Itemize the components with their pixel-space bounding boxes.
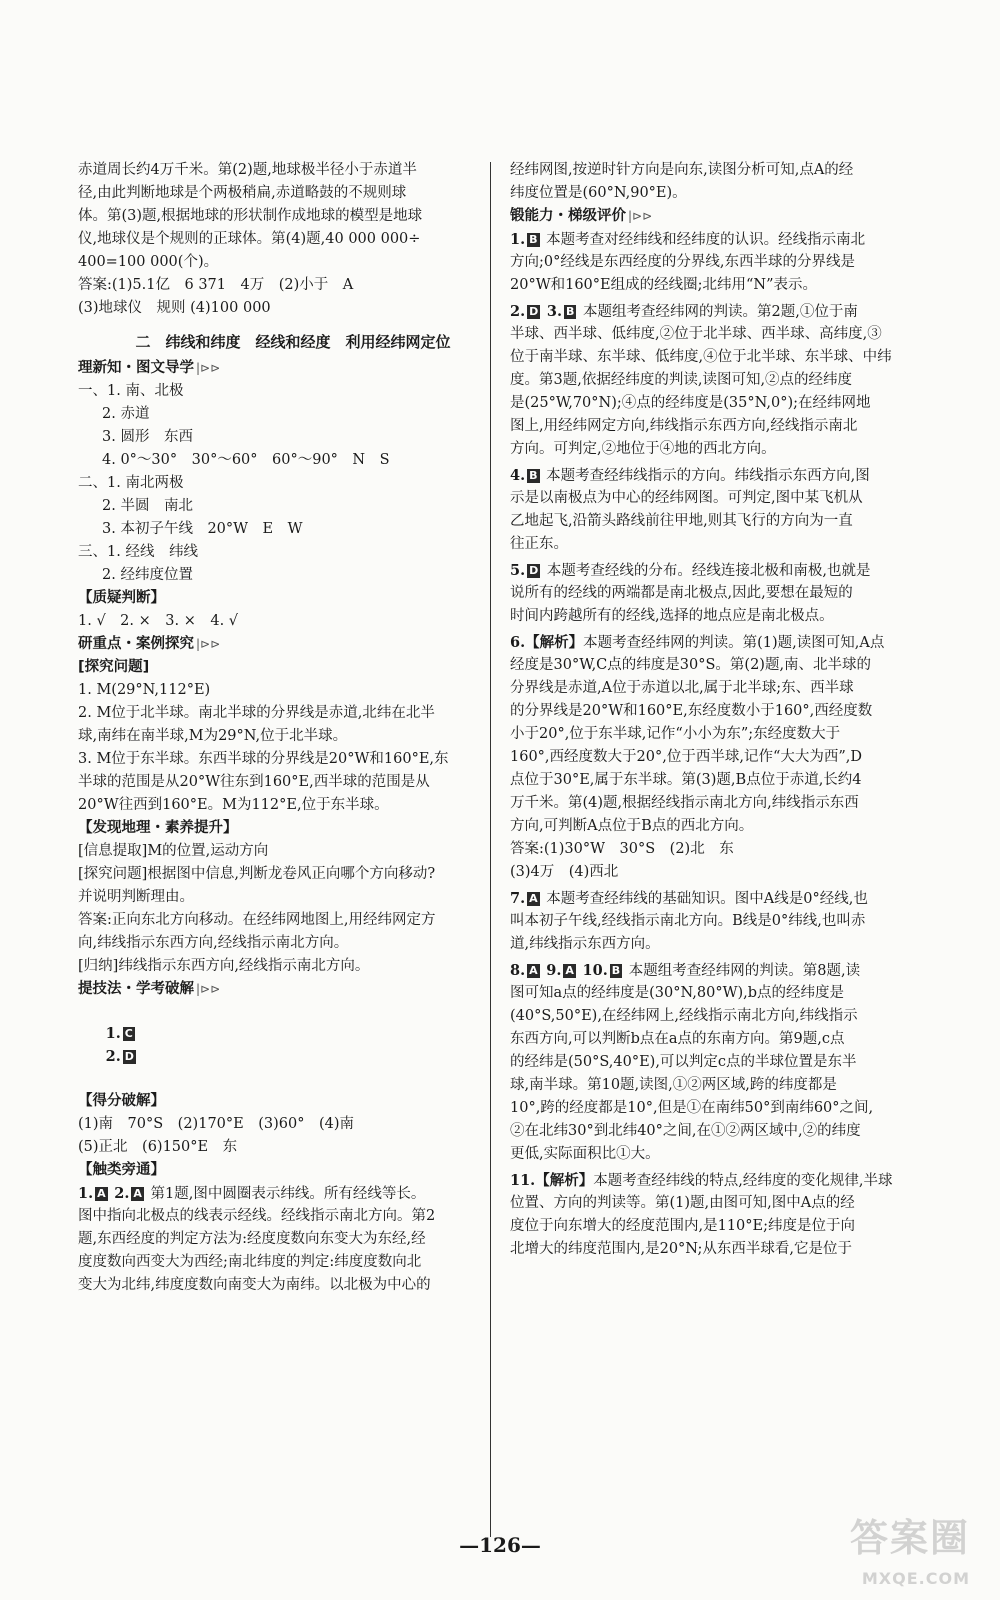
question-line: 北增大的纬度范围内,是20°N;从东西半球看,它是位于 — [510, 1241, 852, 1257]
question-line — [510, 301, 910, 324]
question-number: 4. — [510, 467, 526, 484]
answer-option: B — [529, 233, 538, 246]
tanjiu-line: 20°W往西到160°E。M为112°E,位于东半球。 — [78, 796, 389, 813]
double-arrow-icon: |⊳⊳ — [628, 209, 653, 223]
question-line: 20°W和160°E组成的经线圈;北纬用“N”表示。 — [510, 277, 818, 293]
question-item — [510, 229, 910, 298]
column-divider — [490, 162, 491, 1537]
list-item: 4. 0°～30° 30°～60° 60°～90° N S — [102, 451, 390, 468]
question-line: 方向。可判定,②地位于④地的西北方向。 — [510, 441, 776, 457]
list-item: 3. 本初子午线 20°W E W — [102, 520, 303, 537]
intro-line: 赤道周长约4万千米。第(2)题,地球极半径小于赤道半 — [78, 162, 417, 178]
question-line — [510, 960, 910, 983]
analysis-tag: 【解析】 — [535, 1173, 594, 1189]
watermark-url: MXQE.COM — [861, 1569, 970, 1588]
question-line: ②在北纬30°到北纬40°之间,在①②两区域中,②的纬度 — [510, 1123, 861, 1139]
answer-option: A — [565, 964, 574, 977]
tanjiu-line: 球,南纬在南半球,M为29°N,位于北半球。 — [78, 727, 348, 744]
question-line: (3)4万 (4)西北 — [510, 864, 619, 880]
question-item — [510, 1170, 910, 1262]
intro-line: 400=100 000(个)。 — [78, 254, 219, 270]
question-line — [510, 465, 910, 488]
head-zhiyi: 【质疑判断】 — [78, 589, 165, 606]
answer-option: D — [124, 1050, 134, 1063]
question-line — [510, 888, 910, 911]
defen-line: (1)南 70°S (2)170°E (3)60° (4)南 — [78, 1115, 355, 1132]
question-line: 万千米。第(4)题,根据经线指示南北方向,纬线指示东西 — [510, 795, 859, 811]
question-number: 9. — [546, 962, 562, 979]
page-number: —126— — [459, 1533, 541, 1557]
question-line: 160°,西经度数大于20°,位于西半球,记作“大大为西”,D — [510, 749, 863, 765]
section-title: 二 纬线和纬度 经线和经度 利用经纬网定位 — [135, 333, 451, 351]
question-line — [510, 1170, 910, 1193]
question-line: 图上,用经纬网定方向,纬线指示东西方向,经线指示南北 — [510, 418, 858, 434]
question-line: 东西方向,可以判断b点在a点的东南方向。第9题,c点 — [510, 1031, 845, 1047]
faxian-line: [归纳]纬线指示东西方向,经线指示南北方向。 — [78, 957, 370, 974]
question-number: 8. — [510, 962, 526, 979]
question-line: 是(25°W,70°N);④点的经纬度是(35°N,0°);在经纬网地 — [510, 395, 871, 411]
answer-option: D — [529, 564, 539, 577]
head-yanzhongdian: 研重点・案例探究 |⊳⊳ — [78, 635, 221, 652]
list-item: 二、1. 南北两极 — [78, 474, 184, 491]
head-tijifa: 提技法・学考破解 |⊳⊳ — [78, 980, 221, 997]
answer-option: B — [611, 964, 621, 977]
head-chulei: 【触类旁通】 — [78, 1161, 165, 1178]
intro-line: 仪,地球仪是个规则的正球体。第(4)题,40 000 000÷ — [78, 231, 421, 247]
chulei-line: 1. A 2. A 第1题,图中圆圈表示纬线。所有经线等长。 — [78, 1184, 426, 1202]
defen-line: (5)正北 (6)150°E 东 — [78, 1138, 238, 1155]
question-item — [510, 465, 910, 557]
question-item — [510, 560, 910, 629]
answer-option: A — [529, 892, 538, 905]
question-number: 10. — [582, 962, 608, 979]
question-number: 2. — [510, 303, 526, 320]
chulei-line: 图中指向北极点的线表示经线。经线指示南北方向。第2 — [78, 1207, 436, 1224]
question-line: 示是以南极点为中心的经纬网图。可判定,图中某飞机从 — [510, 490, 863, 506]
answer-option: A — [97, 1186, 106, 1200]
faxian-line: [信息提取]M的位置,运动方向 — [78, 842, 269, 859]
question-line: 叫本初子午线,经线指示南北方向。B线是0°纬线,也叫赤 — [510, 913, 866, 929]
question-line: 方向;0°经线是东西经度的分界线,东西半球的分界线是 — [510, 254, 855, 270]
right-column — [510, 160, 910, 1265]
list-item: 三、1. 经线 纬线 — [78, 543, 198, 560]
question-line: 10°,跨的经度都是10°,但是①在南纬50°到南纬60°之间, — [510, 1100, 874, 1116]
answer-option: D — [529, 305, 539, 318]
question-line: 点位于30°E,属于东半球。第(3)题,B点位于赤道,长约4 — [510, 772, 862, 788]
tanjiu-line: 1. M(29°N,112°E) — [78, 681, 211, 698]
question-line: 位置、方向的判读等。第(1)题,由图可知,图中A点的经 — [510, 1195, 855, 1211]
question-line: 经度是30°W,C点的纬度是30°S。第(2)题,南、北半球的 — [510, 657, 872, 673]
question-number: 6. — [510, 634, 526, 651]
question-line: 的分界线是20°W和160°E,东经度数小于160°,西经度数 — [510, 703, 873, 719]
question-item — [510, 960, 910, 1167]
question-line — [510, 632, 910, 655]
question-line: 更低,实际面积比①大。 — [510, 1146, 660, 1162]
question-line: (40°S,50°E),在经纬网上,经线指示南北方向,纬线指示 — [510, 1008, 858, 1024]
question-line: 乙地起飞,沿箭头路线前往甲地,则其飞行的方向为一直 — [510, 513, 853, 529]
double-arrow-icon: |⊳⊳ — [196, 636, 221, 651]
question-line: 说所有的经线的两端都是南北极点,因此,要想在最短的 — [510, 585, 853, 601]
faxian-line: [探究问题]根据图中信息,判断龙卷风正向哪个方向移动? — [78, 865, 436, 882]
question-number: 2. — [105, 1048, 121, 1065]
chulei-line: 变大为北纬,纬度度数向南变大为南纬。以北极为中心的 — [78, 1276, 431, 1293]
answer-option: B — [529, 469, 538, 482]
left-column — [78, 160, 508, 1298]
watermark-text: 答案圈 — [849, 1516, 970, 1560]
question-line: 度位于向东增大的经度范围内,是110°E;纬度是位于向 — [510, 1218, 856, 1234]
question-line: 分界线是赤道,A位于赤道以北,属于北半球;东、西半球 — [510, 680, 854, 696]
head-duannengli: 锻能力・梯级评价 |⊳⊳ — [510, 208, 653, 224]
analysis-tag: 【解析】 — [525, 635, 584, 651]
question-line — [510, 560, 910, 583]
question-text: 本题考查经纬线的基础知识。图中A线是0°经线,也 — [546, 891, 868, 907]
faxian-line: 并说明判断理由。 — [78, 888, 194, 905]
intro-line: 体。第(3)题,根据地球的形状制作成地球的模型是地球 — [78, 208, 423, 224]
question-text: 本题考查经纬网的判读。第(1)题,读图可知,A点 — [583, 635, 885, 651]
intro-line: 纬度位置是(60°N,90°E)。 — [510, 185, 687, 201]
answer-option: B — [566, 305, 575, 318]
question-text: 本题组考查经纬网的判读。第8题,读 — [628, 963, 861, 979]
double-arrow-icon: |⊳⊳ — [196, 360, 221, 375]
answer-option: A — [529, 964, 538, 977]
list-item: 2. 赤道 — [102, 405, 150, 422]
question-text: 本题考查经线的分布。经线连接北极和南极,也就是 — [546, 563, 871, 579]
answer-option: C — [124, 1027, 133, 1041]
question-list — [510, 229, 910, 1262]
answer-line: 答案:(1)5.1亿 6 371 4万 (2)小于 A — [78, 277, 354, 293]
tijifa-answers — [78, 1002, 508, 1091]
zhiyi-answers: 1. √ 2. × 3. × 4. √ — [78, 612, 239, 629]
question-item — [510, 301, 910, 462]
double-arrow-icon: |⊳⊳ — [196, 981, 221, 996]
question-line: 球,南半球。第10题,读图,①②两区域,跨的纬度都是 — [510, 1077, 837, 1093]
question-line: 方向,可判断A点位于B点的西北方向。 — [510, 818, 754, 834]
question-line: 答案:(1)30°W 30°S (2)北 东 — [510, 841, 734, 857]
intro-line: 径,由此判断地球是个两极稍扁,赤道略鼓的不规则球 — [78, 185, 407, 201]
tanjiu-line: 半球的范围是从20°W往东到160°E,西半球的范围是从 — [78, 773, 430, 790]
intro-line: 经纬网图,按逆时针方向是向东,读图分析可知,点A的经 — [510, 162, 854, 178]
question-item — [510, 888, 910, 957]
question-line: 小于20°,位于东半球,记作“小小为东”;东经度数大于 — [510, 726, 841, 742]
tanjiu-line: 2. M位于北半球。南北半球的分界线是赤道,北纬在北半 — [78, 704, 435, 721]
question-number: 1. — [105, 1025, 121, 1043]
question-number: 5. — [510, 562, 526, 579]
question-text: 本题考查经纬线指示的方向。纬线指示东西方向,图 — [546, 468, 870, 484]
question-number: 11. — [510, 1172, 536, 1189]
question-line: 道,纬线指示东西方向。 — [510, 936, 660, 952]
question-line: 图可知a点的经纬度是(30°N,80°W),b点的经纬度是 — [510, 985, 845, 1001]
chulei-line: 题,东西经度的判定方法为:经度度数向东变大为东经,经 — [78, 1230, 426, 1247]
question-text: 本题考查经纬线的特点,经纬度的变化规律,半球 — [593, 1173, 893, 1189]
list-item: 一、1. 南、北极 — [78, 382, 184, 399]
question-number: 3. — [546, 303, 563, 320]
head-tanjiu: [探究问题] — [78, 658, 150, 675]
list-item: 2. 半圆 南北 — [102, 497, 193, 514]
question-line: 往正东。 — [510, 536, 568, 552]
question-number: 7. — [510, 890, 526, 907]
question-number: 1. — [510, 231, 526, 248]
answer-line: (3)地球仪 规则 (4)100 000 — [78, 300, 271, 316]
head-defen: 【得分破解】 — [78, 1092, 165, 1109]
chulei-line: 度度数向西变大为西经;南北纬度的判定:纬度度数向北 — [78, 1253, 422, 1270]
question-item — [510, 632, 910, 885]
question-number: 1. — [78, 1184, 94, 1202]
question-line: 度。第3题,依据经纬度的判读,读图可知,②点的经纬度 — [510, 372, 853, 388]
answer-option: A — [133, 1186, 142, 1200]
faxian-line: 向,纬线指示东西方向,经线指示南北方向。 — [78, 934, 349, 951]
faxian-line: 答案:正向东北方向移动。在经纬网地图上,用经纬网定方 — [78, 911, 436, 928]
head-lixinzhi: 理新知・图文导学 |⊳⊳ — [78, 359, 221, 376]
watermark-logo — [770, 1510, 970, 1588]
question-text: 本题考查对经纬线和经纬度的认识。经线指示南北 — [546, 232, 866, 248]
question-number: 2. — [114, 1184, 130, 1202]
question-line: 半球、西半球、低纬度,②位于北半球、西半球、高纬度,③ — [510, 326, 882, 342]
question-line: 时间内跨越所有的经线,选择的地点应是南北极点。 — [510, 608, 834, 624]
tanjiu-line: 3. M位于东半球。东西半球的分界线是20°W和160°E,东 — [78, 750, 449, 767]
list-item: 3. 圆形 东西 — [102, 428, 193, 445]
question-line: 位于南半球、东半球、低纬度,④位于北半球、东半球、中纬 — [510, 349, 892, 365]
question-text: 本题组考查经纬网的判读。第2题,①位于南 — [583, 304, 858, 320]
question-line: 的经纬是(50°S,40°E),可以判定c点的半球位置是东半 — [510, 1054, 857, 1070]
question-line — [510, 229, 910, 252]
list-item: 2. 经纬度位置 — [102, 566, 193, 583]
head-faxian: 【发现地理・素养提升】 — [78, 819, 238, 836]
